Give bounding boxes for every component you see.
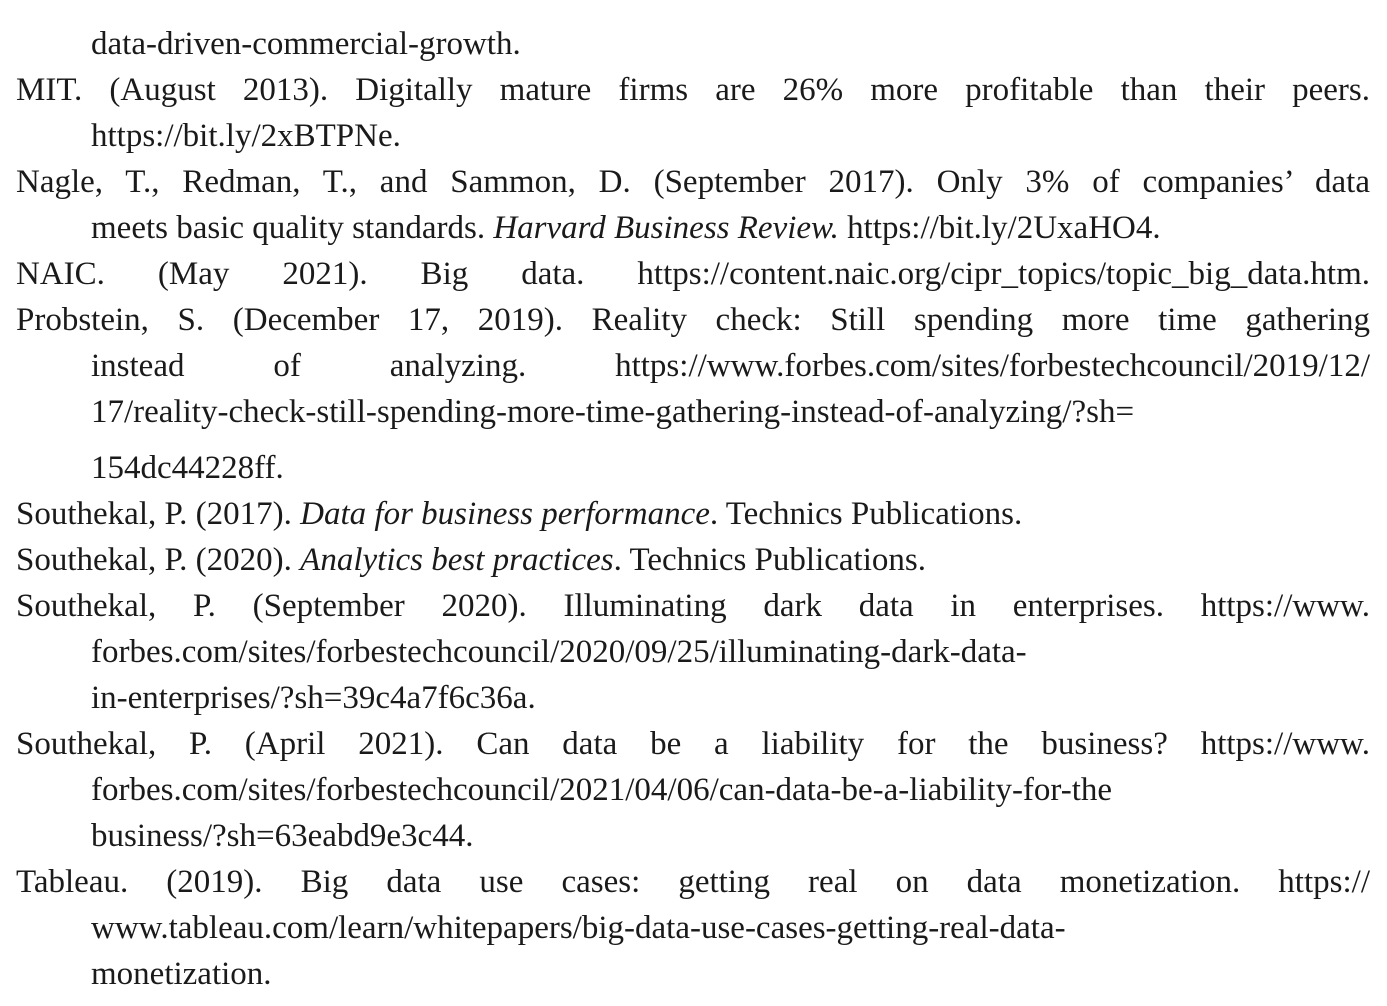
reference-line: Probstein, S. (December 17, 2019). Reality check: Still spending more time gathering (16, 302, 1370, 338)
reference-line: Southekal, P. (April 2021). Can data be a liability for the business? https://www. (16, 726, 1370, 762)
reference-text: https://bit.ly/2UxaHO4. (838, 210, 1161, 246)
reference-line: 154dc44228ff. (91, 450, 284, 486)
reference-line: forbes.com/sites/forbestechcouncil/2021/04/06/can-data-be-a-liability-for-the (91, 772, 1113, 808)
reference-text: . Technics Publications. (613, 542, 926, 578)
reference-line: Southekal, P. (September 2020). Illuminating dark data in enterprises. https://www. (16, 588, 1370, 624)
reference-line: instead of analyzing. https://www.forbes.com/sites/forbestechcouncil/2019/12/ (91, 348, 1370, 384)
reference-line: business/?sh=63eabd9e3c44. (91, 818, 474, 854)
reference-line: https://bit.ly/2xBTPNe. (91, 118, 401, 154)
reference-line (91, 208, 1161, 248)
reference-line: Tableau. (2019). Big data use cases: getting real on data monetization. https:// (16, 864, 1370, 900)
reference-text: . Technics Publications. (709, 496, 1023, 532)
reference-line: in-enterprises/?sh=39c4a7f6c36a. (91, 680, 536, 716)
book-title: Data for business performance (300, 496, 710, 532)
reference-line: www.tableau.com/learn/whitepapers/big-data-use-cases-getting-real-data- (91, 910, 1066, 946)
reference-text: meets basic quality standards. (91, 210, 494, 246)
book-title: Analytics best practices (300, 542, 614, 578)
reference-line: 17/reality-check-still-spending-more-time-gathering-instead-of-analyzing/?sh= (91, 394, 1135, 430)
reference-text: Southekal, P. (2020). (16, 542, 301, 578)
reference-text: Southekal, P. (2017). (16, 496, 301, 532)
journal-title: Harvard Business Review. (493, 210, 839, 246)
reference-line: data-driven-commercial-growth. (91, 26, 521, 62)
reference-line (16, 540, 926, 580)
reference-line (16, 494, 1022, 534)
reference-line: NAIC. (May 2021). Big data. https://content.naic.org/cipr_topics/topic_big_data.htm. (16, 256, 1370, 292)
reference-line: forbes.com/sites/forbestechcouncil/2020/09/25/illuminating-dark-data- (91, 634, 1027, 670)
reference-line: MIT. (August 2013). Digitally mature firms are 26% more profitable than their peers. (16, 72, 1370, 108)
reference-line: monetization. (91, 956, 272, 992)
reference-line: Nagle, T., Redman, T., and Sammon, D. (September 2017). Only 3% of companies’ data (16, 164, 1370, 200)
